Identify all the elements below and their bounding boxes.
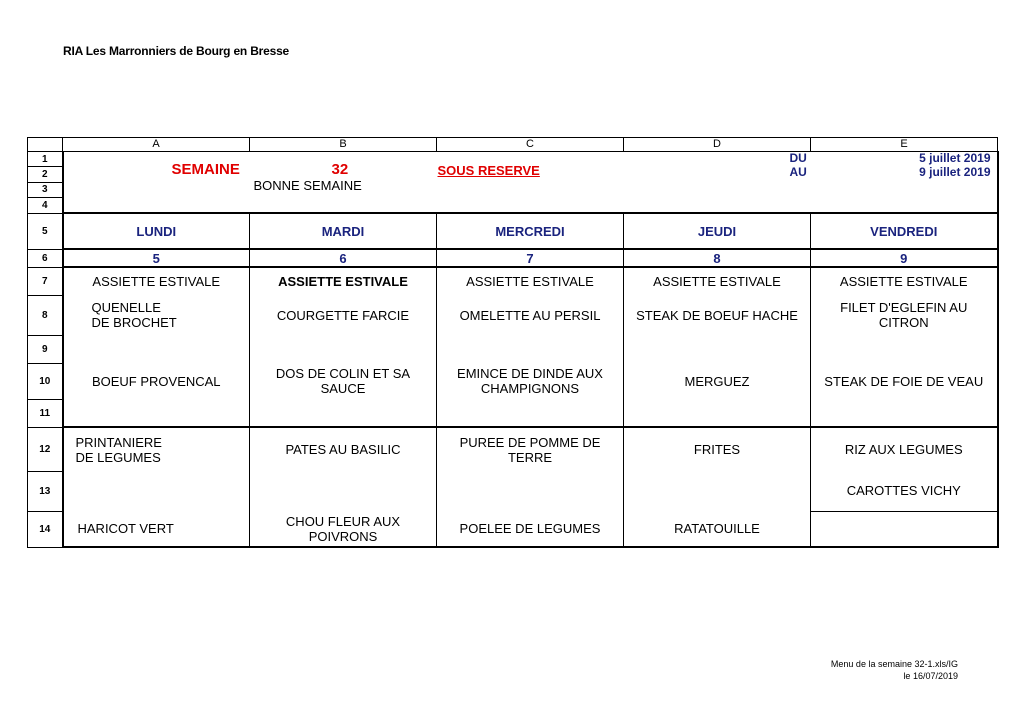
greeting-text: BONNE SEMAINE xyxy=(253,178,362,193)
footer-filename: Menu de la semaine 32-1.xls/IG xyxy=(830,659,958,669)
menu-cell: FILET D'EGLEFIN AU CITRON xyxy=(811,295,998,335)
menu-cell xyxy=(250,399,437,427)
menu-spreadsheet xyxy=(27,137,999,548)
footer-note xyxy=(831,658,958,682)
menu-cell: BOEUF PROVENCAL xyxy=(63,363,250,399)
menu-cell: EMINCE DE DINDE AUX CHAMPIGNONS xyxy=(437,363,624,399)
row-number: 13 xyxy=(28,471,63,511)
menu-cell xyxy=(63,399,250,427)
day-header-jeudi: JEUDI xyxy=(624,213,811,249)
row-number: 2 xyxy=(28,167,63,182)
row-number: 6 xyxy=(28,249,63,267)
menu-cell: ASSIETTE ESTIVALE xyxy=(250,267,437,295)
menu-cell xyxy=(437,399,624,427)
menu-cell: HARICOT VERT xyxy=(63,511,250,547)
menu-cell: ASSIETTE ESTIVALE xyxy=(811,267,998,295)
menu-cell: ASSIETTE ESTIVALE xyxy=(63,267,250,295)
menu-cell: PRINTANIERE DE LEGUMES xyxy=(63,427,250,471)
menu-cell: COURGETTE FARCIE xyxy=(250,295,437,335)
row-number: 8 xyxy=(28,295,63,335)
sous-reserve-label: SOUS RESERVE xyxy=(437,163,540,178)
menu-cell: RIZ AUX LEGUMES xyxy=(811,427,998,471)
menu-cell: STEAK DE BOEUF HACHE xyxy=(624,295,811,335)
document-title: RIA Les Marronniers de Bourg en Bresse xyxy=(63,44,290,58)
day-header-mercredi: MERCREDI xyxy=(437,213,624,249)
menu-cell: OMELETTE AU PERSIL xyxy=(437,295,624,335)
corner-cell xyxy=(28,138,63,152)
header-block xyxy=(63,152,998,214)
column-header-e: E xyxy=(811,138,998,152)
menu-cell: DOS DE COLIN ET SA SAUCE xyxy=(250,363,437,399)
menu-cell: PATES AU BASILIC xyxy=(250,427,437,471)
menu-cell: RATATOUILLE xyxy=(624,511,811,547)
au-label: AU xyxy=(789,165,807,179)
menu-cell: POELEE DE LEGUMES xyxy=(437,511,624,547)
row-number: 10 xyxy=(28,363,63,399)
du-label: DU xyxy=(789,151,807,165)
day-header-mardi: MARDI xyxy=(250,213,437,249)
column-header-d: D xyxy=(624,138,811,152)
menu-cell xyxy=(437,335,624,363)
column-header-b: B xyxy=(250,138,437,152)
menu-cell xyxy=(624,471,811,511)
week-number: 32 xyxy=(331,161,349,178)
menu-cell: ASSIETTE ESTIVALE xyxy=(624,267,811,295)
menu-cell: FRITES xyxy=(624,427,811,471)
menu-cell xyxy=(250,471,437,511)
column-header-c: C xyxy=(437,138,624,152)
semaine-label: SEMAINE xyxy=(171,161,240,178)
menu-cell xyxy=(437,471,624,511)
row-number: 5 xyxy=(28,213,63,249)
row-number: 9 xyxy=(28,335,63,363)
day-header-lundi: LUNDI xyxy=(63,213,250,249)
menu-cell: ASSIETTE ESTIVALE xyxy=(437,267,624,295)
row-number: 12 xyxy=(28,427,63,471)
column-header-a: A xyxy=(63,138,250,152)
menu-cell xyxy=(63,471,250,511)
menu-cell xyxy=(624,399,811,427)
row-number: 1 xyxy=(28,152,63,167)
menu-cell xyxy=(624,335,811,363)
footer-date: le 16/07/2019 xyxy=(903,671,958,681)
menu-cell xyxy=(811,335,998,363)
menu-cell xyxy=(811,511,998,547)
row-number: 3 xyxy=(28,182,63,197)
day-number: 9 xyxy=(811,249,998,267)
row-number: 7 xyxy=(28,267,63,295)
menu-cell: CAROTTES VICHY xyxy=(811,471,998,511)
day-number: 6 xyxy=(250,249,437,267)
row-number: 4 xyxy=(28,198,63,213)
day-number: 7 xyxy=(437,249,624,267)
row-number: 14 xyxy=(28,511,63,547)
menu-cell: CHOU FLEUR AUX POIVRONS xyxy=(250,511,437,547)
menu-table xyxy=(27,137,999,548)
day-header-vendredi: VENDREDI xyxy=(811,213,998,249)
day-number: 5 xyxy=(63,249,250,267)
au-date: 9 juillet 2019 xyxy=(919,165,991,179)
menu-cell xyxy=(63,335,250,363)
menu-cell: PUREE DE POMME DE TERRE xyxy=(437,427,624,471)
day-number: 8 xyxy=(624,249,811,267)
du-date: 5 juillet 2019 xyxy=(919,151,991,165)
row-number: 11 xyxy=(28,399,63,427)
menu-cell: STEAK DE FOIE DE VEAU xyxy=(811,363,998,399)
menu-cell xyxy=(250,335,437,363)
menu-cell: MERGUEZ xyxy=(624,363,811,399)
menu-cell xyxy=(811,399,998,427)
menu-cell: QUENELLE DE BROCHET xyxy=(63,295,250,335)
